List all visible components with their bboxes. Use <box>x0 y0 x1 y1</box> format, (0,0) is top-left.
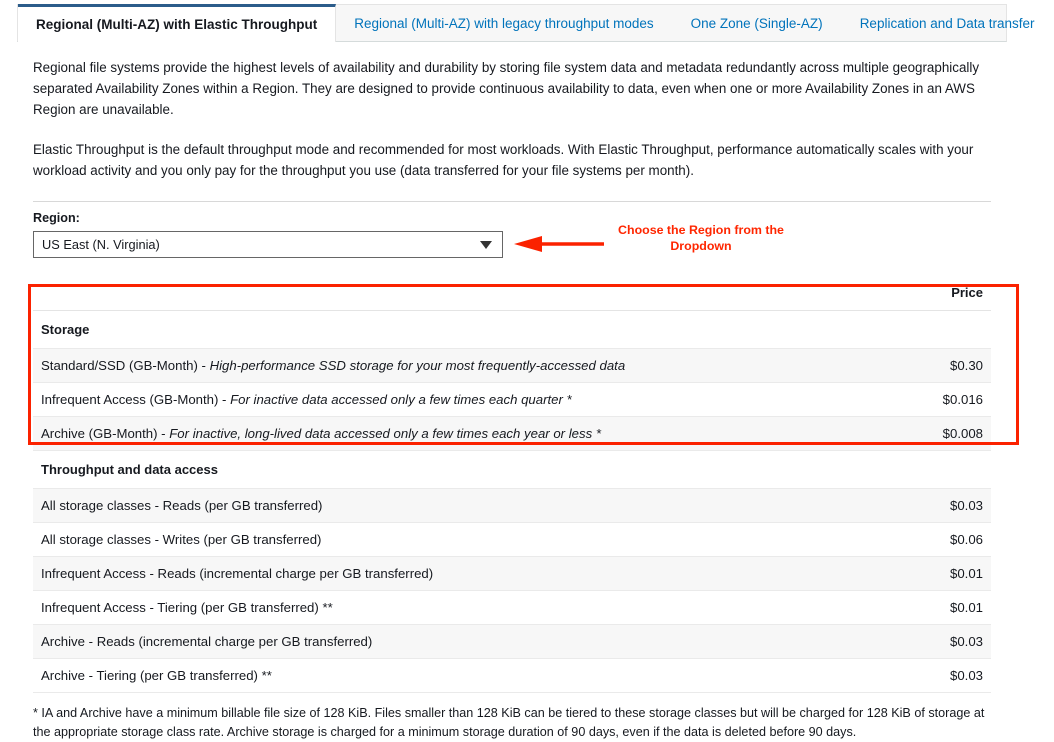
row-price: $0.016 <box>881 383 991 417</box>
row-label: Archive - Tiering (per GB transferred) ** <box>33 659 881 693</box>
tab-label: Regional (Multi-AZ) with Elastic Throughput <box>36 17 318 32</box>
section-title: Throughput and data access <box>33 451 881 489</box>
tab-panel <box>0 42 1024 742</box>
table-row <box>33 523 991 557</box>
tab-label: Replication and Data transfer <box>859 15 1035 31</box>
table-header-row <box>33 280 991 311</box>
row-label: Archive - Reads (incremental charge per GB transferred) <box>33 625 881 659</box>
pricing-table-body <box>33 311 991 693</box>
row-price: $0.06 <box>881 523 991 557</box>
row-label: Infrequent Access - Tiering (per GB transferred) ** <box>33 591 881 625</box>
row-price: $0.01 <box>881 557 991 591</box>
tab-one-zone[interactable] <box>673 5 842 41</box>
table-row <box>33 591 991 625</box>
row-price: $0.03 <box>881 625 991 659</box>
region-selector-row <box>33 223 991 258</box>
pricing-table-head <box>33 280 991 311</box>
footnote-text: * IA and Archive have a minimum billable file size of 128 KiB. Files smaller than 128 KiB can be tiered to these storage classes but will be charged for 128 KiB of storage at the appropriate storage class rate. Archive storage is charged for a minimum storage duration of 90 days, even if the data is deleted before 90 days. <box>33 706 985 739</box>
row-label: All storage classes - Reads (per GB transferred) <box>33 489 881 523</box>
row-name: Standard/SSD (GB-Month) - <box>41 358 210 373</box>
row-price: $0.03 <box>881 489 991 523</box>
table-row <box>33 417 991 451</box>
section-title: Storage <box>33 311 881 349</box>
row-price: $0.008 <box>881 417 991 451</box>
row-description: For inactive, long-lived data accessed only a few times each year or less * <box>169 426 601 441</box>
tab-replication-data-transfer[interactable] <box>842 5 1054 41</box>
table-row <box>33 659 991 693</box>
row-label <box>33 349 881 383</box>
left-arrow-icon <box>514 236 604 252</box>
table-row <box>33 349 991 383</box>
row-label <box>33 417 881 451</box>
intro-paragraph-elastic-throughput: Elastic Throughput is the default throughput mode and recommended for most workloads. With Elastic Throughput, performance automatically scales with your workload activity and you only pay for the throughput you use (data transferred for your file systems per month). <box>33 142 974 178</box>
tab-regional-legacy-throughput[interactable] <box>336 5 672 41</box>
row-price: $0.03 <box>881 659 991 693</box>
row-name: Archive (GB-Month) - <box>41 426 170 441</box>
row-label <box>33 383 881 417</box>
pricing-table <box>33 280 991 693</box>
section-divider <box>33 201 991 202</box>
item-column-header <box>33 280 881 311</box>
row-price: $0.01 <box>881 591 991 625</box>
row-label: All storage classes - Writes (per GB transferred) <box>33 523 881 557</box>
pricing-table-wrapper <box>33 280 991 693</box>
row-label: Infrequent Access - Reads (incremental charge per GB transferred) <box>33 557 881 591</box>
region-selected-value: US East (N. Virginia) <box>42 237 160 252</box>
row-description: For inactive data accessed only a few times each quarter * <box>230 392 572 407</box>
section-price-blank <box>881 311 991 349</box>
table-row <box>33 489 991 523</box>
row-price: $0.30 <box>881 349 991 383</box>
tab-label: Regional (Multi-AZ) with legacy throughput modes <box>354 15 654 31</box>
tab-bar <box>17 4 1035 42</box>
region-dropdown[interactable] <box>33 231 503 258</box>
chevron-down-icon <box>480 241 492 249</box>
section-price-blank <box>881 451 991 489</box>
row-name: Infrequent Access (GB-Month) - <box>41 392 231 407</box>
intro-paragraph-regional: Regional file systems provide the highest levels of availability and durability by storing file system data and metadata redundantly across multiple geographically separated Availability Zones within a Region. They are designed to provide continuous availability to data, even when one or more Availability Zones in an AWS Region are unavailable. <box>33 60 980 117</box>
price-column-header: Price <box>881 280 991 311</box>
section-header-throughput <box>33 451 991 489</box>
section-header-storage <box>33 311 991 349</box>
table-row <box>33 383 991 417</box>
annotation-text: Choose the Region from the Dropdown <box>618 223 784 253</box>
table-row <box>33 557 991 591</box>
region-label: Region: <box>33 211 80 225</box>
tab-regional-elastic-throughput[interactable] <box>18 4 336 42</box>
row-description: High-performance SSD storage for your most frequently-accessed data <box>209 358 626 373</box>
tab-label: One Zone (Single-AZ) <box>690 15 823 31</box>
table-row <box>33 625 991 659</box>
